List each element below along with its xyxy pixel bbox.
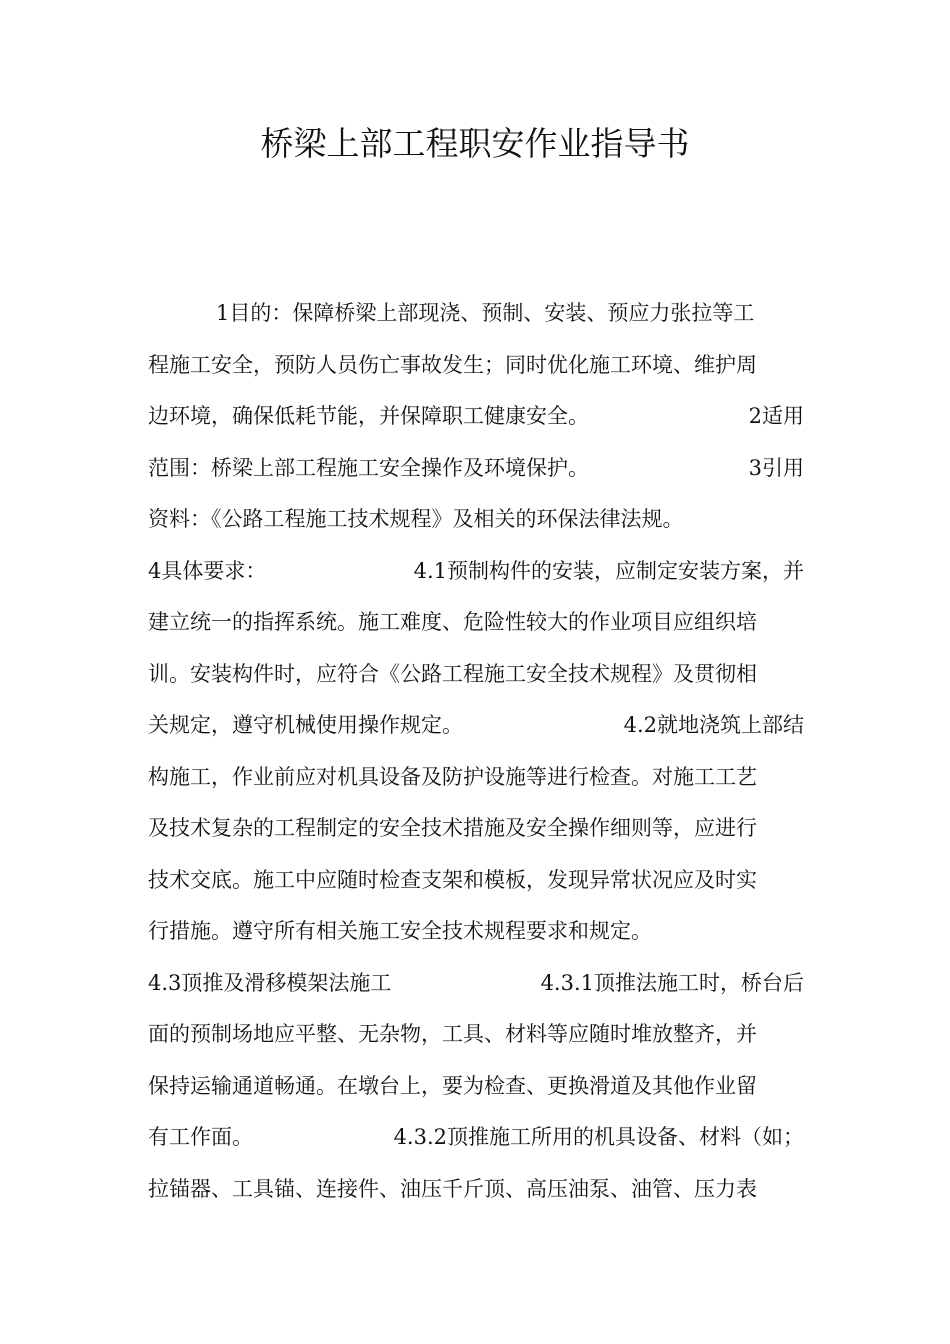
body-text-segment: 有工作面。 — [148, 1125, 253, 1149]
body-text-segment: 建立统一的指挥系统。施工难度、危险性较大的作业项目应组织培 — [148, 610, 757, 634]
body-text-segment: 4.1预制构件的安装，应制定安装方案，并 — [413, 558, 804, 583]
body-line — [148, 752, 804, 804]
body-line — [148, 906, 804, 958]
body-text-segment: 面的预制场地应平整、无杂物，工具、材料等应随时堆放整齐，并 — [148, 1022, 757, 1046]
body-line — [148, 597, 804, 649]
body-text-segment: 行措施。遵守所有相关施工安全技术规程要求和规定。 — [148, 919, 652, 943]
body-text-segment: 关规定，遵守机械使用操作规定。 — [148, 713, 463, 737]
document-body — [148, 288, 804, 1215]
section-heading: 4具体要求： — [148, 558, 267, 583]
document-title: 桥梁上部工程职安作业指导书 — [260, 124, 690, 163]
body-text-segment: 4.2就地浇筑上部结 — [623, 713, 804, 737]
body-text-segment: 4.3.1顶推法施工时，桥台后 — [540, 970, 804, 995]
section-heading-inline: 2适用 — [748, 404, 804, 428]
body-line — [148, 1009, 804, 1061]
body-line — [148, 855, 804, 907]
body-text-segment: 及技术复杂的工程制定的安全技术措施及安全操作细则等，应进行 — [148, 816, 757, 840]
body-line — [148, 700, 804, 752]
body-line — [148, 546, 804, 598]
body-text-segment: 范围：桥梁上部工程施工安全操作及环境保护。 — [148, 455, 589, 480]
section-heading-inline: 3引用 — [748, 455, 804, 480]
body-text-segment: 边环境，确保低耗节能，并保障职工健康安全。 — [148, 404, 589, 428]
body-line — [148, 1164, 804, 1216]
body-text-segment: 保持运输通道畅通。在墩台上，要为检查、更换滑道及其他作业留 — [148, 1073, 757, 1098]
body-text-segment: 4.3.2顶推施工所用的机具设备、材料（如； — [393, 1125, 804, 1149]
body-line — [148, 803, 804, 855]
body-text-segment: 训。安装构件时，应符合《公路工程施工安全技术规程》及贯彻相 — [148, 661, 757, 686]
body-line — [148, 494, 804, 546]
body-line — [148, 958, 804, 1010]
body-text-segment: 拉锚器、工具锚、连接件、油压千斤顶、高压油泵、油管、压力表 — [148, 1176, 757, 1201]
body-line — [148, 649, 804, 701]
body-line — [148, 1112, 804, 1164]
body-text-segment: 程施工安全，预防人员伤亡事故发生；同时优化施工环境、维护周 — [148, 352, 757, 377]
body-text-segment: 1目的：保障桥梁上部现浇、预制、安装、预应力张拉等工 — [216, 301, 755, 325]
body-line — [148, 288, 804, 340]
body-text-segment: 构施工，作业前应对机具设备及防护设施等进行检查。对施工工艺 — [148, 764, 757, 789]
body-text-segment: 资料：《公路工程施工技术规程》及相关的环保法律法规。 — [148, 507, 684, 531]
body-line — [148, 391, 804, 443]
section-heading: 4.3顶推及滑移模架法施工 — [148, 970, 392, 995]
body-text-segment: 技术交底。施工中应随时检查支架和模板，发现异常状况应及时实 — [148, 867, 757, 892]
body-line — [148, 1061, 804, 1113]
body-line — [148, 443, 804, 495]
body-line — [148, 340, 804, 392]
